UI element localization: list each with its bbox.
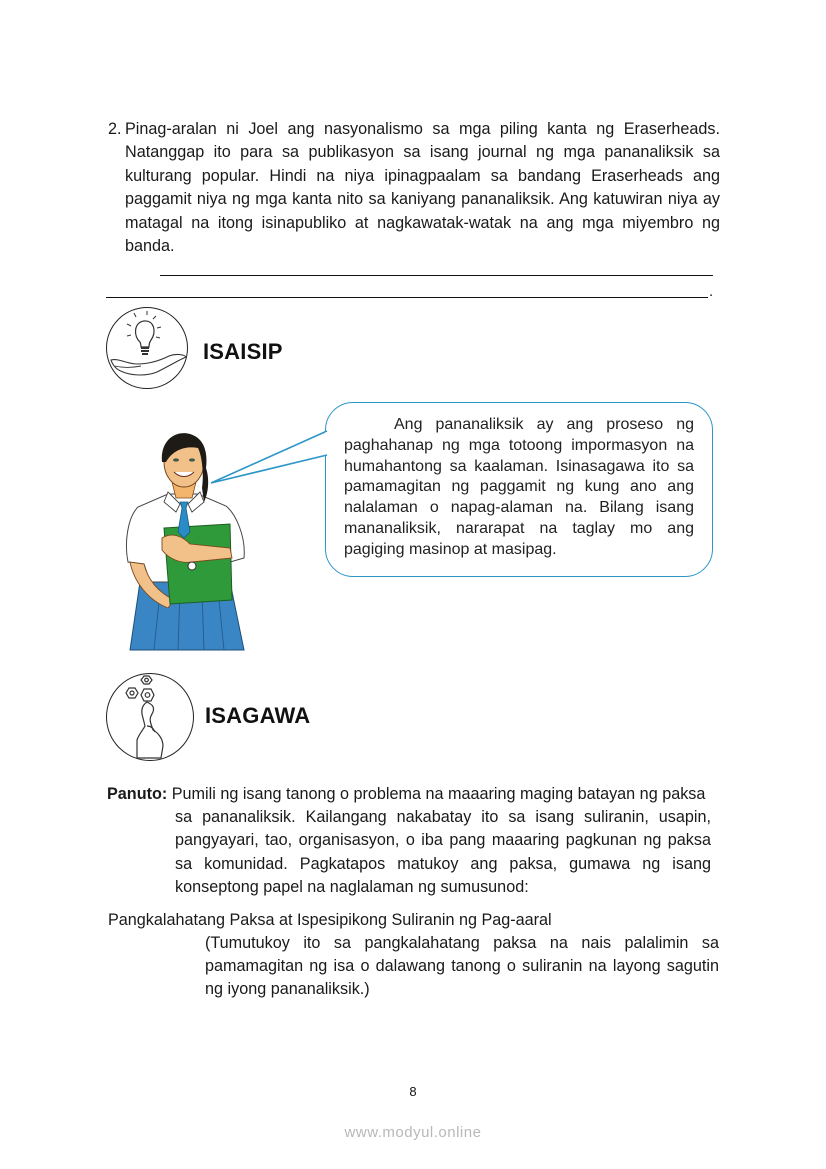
pangkalahatang-paksa-description: (Tumutukoy ito sa pangkalahatang paksa na nais palalimin sa pamamagitan ng isa o dalawang tanong o suliranin na layong sagutin ng iyong pananaliksik.)	[205, 934, 719, 999]
answer-line-2[interactable]	[106, 297, 708, 298]
section-title-isaisip: ISAISIP	[203, 339, 283, 364]
panuto-label: Panuto:	[107, 785, 168, 803]
hand-with-gears-icon	[106, 673, 194, 761]
speech-bubble-tail	[205, 425, 330, 490]
panuto-first-line: Pumili ng isang tanong o problema na maaaring maging batayan ng paksa	[171, 785, 706, 803]
section-title-isagawa: ISAGAWA	[205, 703, 311, 728]
answer-line-1[interactable]	[160, 275, 713, 276]
question-item-2	[108, 118, 720, 258]
watermark: www.modyul.online	[344, 1124, 482, 1141]
answer-line-period: .	[709, 283, 714, 300]
panuto-instructions	[107, 783, 711, 899]
item-number: 2.	[108, 120, 122, 138]
isaisip-definition-text: Ang pananaliksik ay ang proseso ng paghahanap ng mga totoong impormasyon na humahantong sa kaalaman. Isinasagawa ito sa pamamagitan ng paggamit ng kung ano ang nalalaman o napag-alaman na. Bilang isang mananaliksik, nararapat na taglay mo ang pagiging masinop at masipag.	[344, 416, 694, 558]
pangkalahatang-paksa-heading: Pangkalahatang Paksa at Ispesipikong Suliranin ng Pag-aaral	[108, 911, 552, 929]
panuto-body: sa pananaliksik. Kailangang nakabatay ito sa isang suliranin, usapin, pangyayari, tao, organisasyon, o iba pang maaaring pagkunan ng paksa sa komunidad. Pagkatapos matukoy ang paksa, gumawa ng isang konseptong papel na naglalaman ng sumusunod:	[175, 808, 711, 896]
item-text: Pinag-aralan ni Joel ang nasyonalismo sa mga piling kanta ng Eraserheads. Natanggap ito para sa publikasyon sa isang journal ng mga pananaliksik sa kulturang popular. Hindi na niya ipinagpaalam sa bandang Eraserheads ang paggamit niya ng mga kanta nito sa kaniyang pananaliksik. Ang katuwiran niya ay matagal na itong isinapubliko at nagkawatak-watak na ang mga miyembro ng banda.	[125, 120, 720, 256]
page-number: 8	[409, 1084, 417, 1099]
lightbulb-in-hand-icon	[106, 307, 188, 389]
